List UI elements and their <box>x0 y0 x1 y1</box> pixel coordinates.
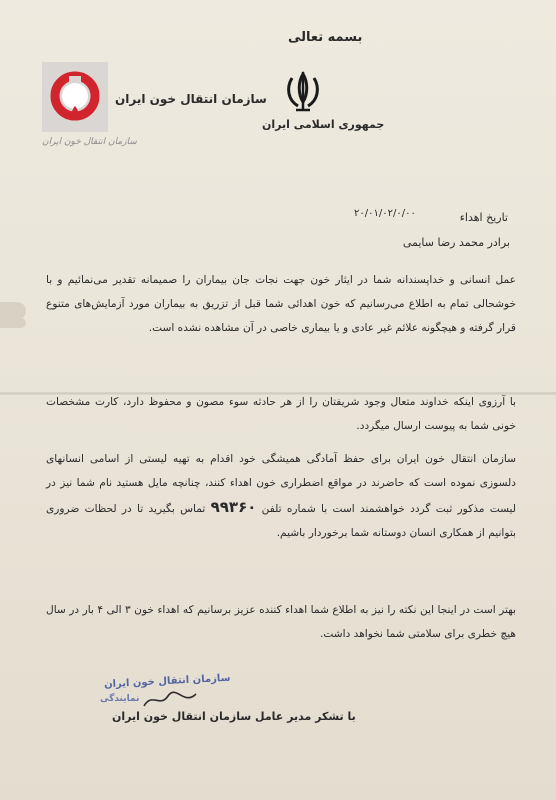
recipient-line: برادر محمد رضا سایمی <box>402 236 510 249</box>
blood-transfusion-logo-icon <box>42 62 108 132</box>
logo-panel <box>42 62 108 132</box>
signer-title-text: مدیر عامل سازمان انتقال خون ایران <box>112 710 312 723</box>
org-subtitle: سازمان انتقال خون ایران <box>42 137 137 147</box>
stamp-subtext: نمایندگی <box>100 694 140 704</box>
signature-mark <box>140 688 200 712</box>
closing-text: با تشکر <box>315 710 356 723</box>
iran-emblem-icon <box>284 70 322 114</box>
paragraph-donor-list-part2: تماس بگیرید تا در لحظات ضروری بتوانیم از همکاری انسان دوستانه شما برخوردار باشیم. <box>46 503 516 539</box>
stamp-text: سازمان انتقال خون ایران <box>103 672 231 691</box>
paragraph-acknowledgement: عمل انسانی و خداپسندانه شما در ایثار خون جهت نجات جان بیماران را صمیمانه تقدیر می‌نمائیم و با خوشحالی تمام به اطلاع می‌رسانیم که خون اهدائی شما قبل از تزریق به بیماران مورد آزمایش‌های متنوع قرار گرفته و هیچگونه علائم غیر عادی و یا بیماری خاصی در آن مشاهده نشده است. <box>46 274 516 334</box>
paragraph-donor-list <box>46 447 516 545</box>
org-title: سازمان انتقال خون ایران <box>115 92 267 106</box>
paragraph-donor-list-part1: سازمان انتقال خون ایران برای حفظ آمادگی همیشگی خود اقدام به تهیه لیستی از اسامی انسانهای دلسوزی نموده است که حاضرند در مواقع اضطراری خون اهداء کنند، چنانچه مایل هستید نام شما نیز در لیست مذکور ثبت گردد خواهشمند است با شماره تلفن <box>46 453 516 515</box>
bismillah-text: بسمه تعالی <box>288 30 363 45</box>
phone-number: ۹۹۳۶۰ <box>210 498 257 516</box>
republic-text: جمهوری اسلامی ایران <box>262 118 385 131</box>
date-value: ۲۰/۰۱/۰۲/۰/۰۰ <box>354 208 416 219</box>
date-label: تاریخ اهداء <box>459 211 508 224</box>
paragraph-wishes: با آرزوی اینکه خداوند متعال وجود شریفتان را از هر حادثه سوء مصون و محفوظ دارد، کارت مشخصات خونی شما به پیوست ارسال میگردد. <box>46 396 516 432</box>
punch-hole <box>0 318 26 328</box>
paragraph-safety-note: بهتر است در اینجا این نکته را نیز به اطلاع شما اهداء کننده عزیز برسانیم که اهداء خون ۳ الی ۴ بار در سال هیچ خطری برای سلامتی شما نخواهد داشت. <box>46 604 516 640</box>
signer-title <box>112 710 356 723</box>
emblem-block <box>262 30 385 131</box>
